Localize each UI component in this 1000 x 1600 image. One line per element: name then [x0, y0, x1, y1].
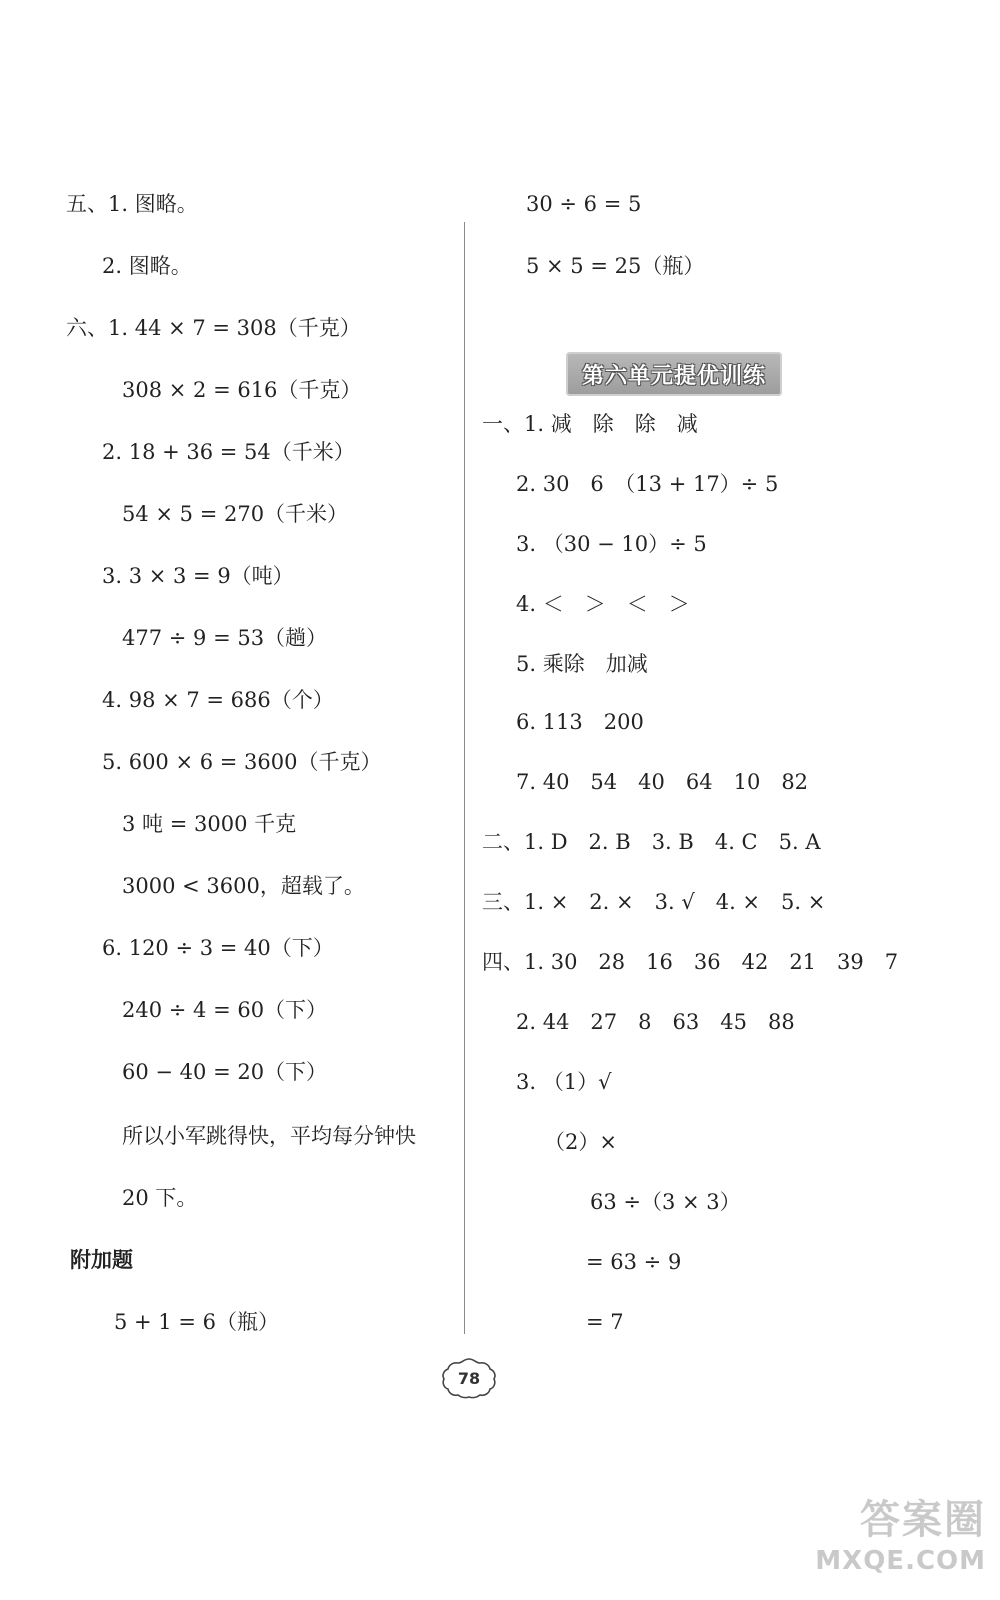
- section-banner: [566, 352, 782, 396]
- answer-line: 240 ÷ 4 = 60（下）: [122, 998, 328, 1022]
- column-divider: [464, 222, 465, 1334]
- answer-line: 2. 图略。: [102, 254, 192, 278]
- answer-line: 308 × 2 = 616（千克）: [122, 378, 362, 402]
- answer-line: 3. （30 − 10）÷ 5: [516, 532, 707, 556]
- answer-line: = 63 ÷ 9: [586, 1250, 682, 1274]
- answer-line: 6. 120 ÷ 3 = 40（下）: [102, 936, 334, 960]
- answer-line: 6. 113 200: [516, 710, 644, 734]
- answer-line: 四、1. 30 28 16 36 42 21 39 7: [482, 950, 899, 974]
- answer-line: 5 + 1 = 6（瓶）: [114, 1310, 279, 1334]
- answer-line: 4. 98 × 7 = 686（个）: [102, 688, 334, 712]
- page-number: 78: [457, 1368, 481, 1388]
- answer-line: 三、1. × 2. × 3. √ 4. × 5. ×: [482, 890, 826, 914]
- answer-line: 一、1. 减 除 除 减: [482, 412, 698, 436]
- answer-line: 63 ÷（3 × 3）: [590, 1190, 741, 1214]
- answer-line: 2. 44 27 8 63 45 88: [516, 1010, 795, 1034]
- answer-line: = 7: [586, 1310, 624, 1334]
- answer-line: 3 吨 = 3000 千克: [122, 812, 297, 836]
- answer-line: 7. 40 54 40 64 10 82: [516, 770, 809, 794]
- answer-line: 5 × 5 = 25（瓶）: [526, 254, 705, 278]
- extra-questions-heading: 附加题: [70, 1248, 133, 1272]
- answer-line: 所以小军跳得快，平均每分钟快: [122, 1124, 416, 1148]
- answer-line: 54 × 5 = 270（千米）: [122, 502, 349, 526]
- answer-line: 3. 3 × 3 = 9（吨）: [102, 564, 294, 588]
- page-number-badge: [440, 1356, 498, 1400]
- answer-line: 2. 30 6 （13 + 17）÷ 5: [516, 472, 779, 496]
- answer-line: 3. （1）√: [516, 1070, 612, 1094]
- answer-line: 30 ÷ 6 = 5: [526, 192, 642, 216]
- watermark-site: MXQE.COM: [815, 1546, 986, 1576]
- answer-line: 4. ＜ ＞ ＜ ＞: [516, 592, 690, 616]
- answer-line: 2. 18 + 36 = 54（千米）: [102, 440, 355, 464]
- answer-line: 五、1. 图略。: [66, 192, 198, 216]
- answer-line: 3000 < 3600，超载了。: [122, 874, 365, 898]
- watermark-logo-text: 答案圈: [860, 1497, 986, 1543]
- answer-line: 477 ÷ 9 = 53（趟）: [122, 626, 328, 650]
- section-title: 第六单元提优训练: [581, 363, 766, 389]
- answer-line: （2）×: [544, 1130, 617, 1154]
- answer-line: 二、1. D 2. B 3. B 4. C 5. A: [482, 830, 821, 854]
- answer-line: 六、1. 44 × 7 = 308（千克）: [66, 316, 361, 340]
- watermark: [800, 1488, 990, 1588]
- answer-line: 20 下。: [122, 1186, 198, 1210]
- answer-line: 5. 乘除 加减: [516, 652, 648, 676]
- answer-line: 60 − 40 = 20（下）: [122, 1060, 328, 1084]
- answer-line: 5. 600 × 6 = 3600（千克）: [102, 750, 382, 774]
